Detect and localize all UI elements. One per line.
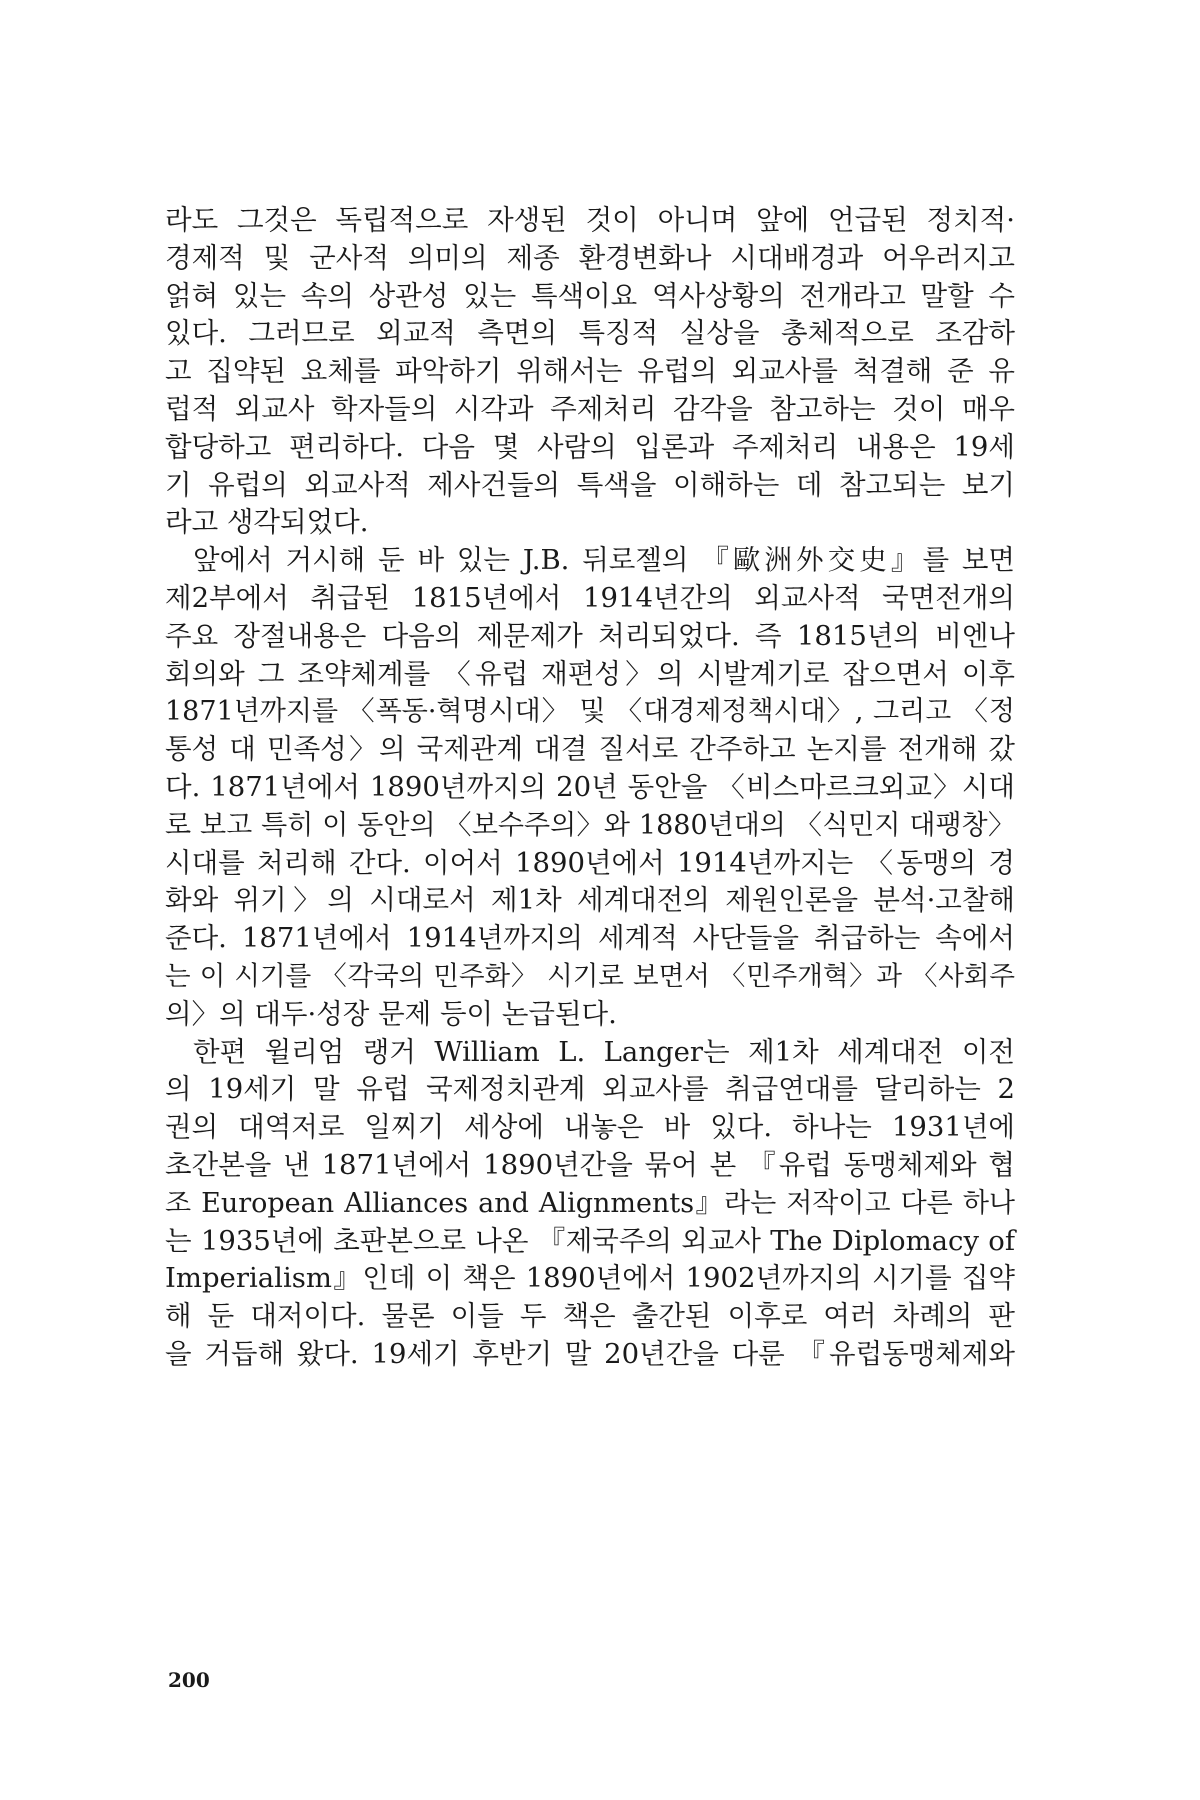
text-line: 시대를 처리해 간다. 이어서 1890년에서 1914년까지는 〈동맹의 경 <box>165 846 1015 879</box>
text-line: 을 거듭해 왔다. 19세기 후반기 말 20년간을 다룬 『유럽동맹체제와 <box>165 1337 1015 1370</box>
page-number: 200 <box>168 1668 210 1692</box>
text-line: 주요 장절내용은 다음의 제문제가 처리되었다. 즉 1815년의 비엔나 <box>165 619 1015 652</box>
text-line: 제2부에서 취급된 1815년에서 1914년간의 외교사적 국면전개의 <box>165 581 1015 614</box>
text-line: 의〉의 대두·성장 문제 등이 논급된다. <box>165 997 617 1030</box>
text-line: 기 유럽의 외교사적 제사건들의 특색을 이해하는 데 참고되는 보기 <box>165 468 1015 501</box>
text-line: 회의와 그 조약체계를 〈유럽 재편성〉의 시발계기로 잡으면서 이후 <box>165 657 1015 690</box>
text-line: 권의 대역저로 일찌기 세상에 내놓은 바 있다. 하나는 1931년에 <box>165 1111 1015 1144</box>
text-line: 한편 윌리엄 랭거 William L. Langer는 제1차 세계대전 이전 <box>193 1035 1015 1068</box>
text-line: 합당하고 편리하다. 다음 몇 사람의 입론과 주제처리 내용은 19세 <box>165 430 1015 463</box>
text-line: 얽혀 있는 속의 상관성 있는 특색이요 역사상황의 전개라고 말할 수 <box>165 279 1015 312</box>
text-line: 있다. 그러므로 외교적 측면의 특징적 실상을 총체적으로 조감하 <box>165 317 1015 350</box>
text-line: 라도 그것은 독립적으로 자생된 것이 아니며 앞에 언급된 정치적· <box>165 204 1015 236</box>
text-line: 고 집약된 요체를 파악하기 위해서는 유럽의 외교사를 척결해 준 유 <box>165 355 1015 388</box>
body-text <box>165 202 1015 1374</box>
text-line: 라고 생각되었다. <box>165 506 369 539</box>
text-line: 럽적 외교사 학자들의 시각과 주제처리 감각을 참고하는 것이 매우 <box>165 392 1015 425</box>
text-line: 다. 1871년에서 1890년까지의 20년 동안을 〈비스마르크외교〉시대 <box>165 770 1015 803</box>
text-line: 는 1935년에 초판본으로 나온 『제국주의 외교사 The Diplomacy of <box>165 1224 1015 1257</box>
text-line: 1871년까지를 〈폭동·혁명시대〉 및 〈대경제정책시대〉, 그리고 〈정 <box>165 696 1015 728</box>
text-line: 조 European Alliances and Alignments』라는 저작이고 다른 하나 <box>165 1187 1015 1219</box>
text-line: 로 보고 특히 이 동안의 〈보수주의〉와 1880년대의 〈식민지 대팽창〉 <box>165 809 1015 841</box>
text-line: Imperialism』인데 이 책은 1890년에서 1902년까지의 시기를 집약 <box>165 1262 1015 1295</box>
text-line: 경제적 및 군사적 의미의 제종 환경변화나 시대배경과 어우러지고 <box>165 241 1015 274</box>
text-line: 의 19세기 말 유럽 국제정치관계 외교사를 취급연대를 달리하는 2 <box>165 1073 1015 1106</box>
text-line: 화와 위기〉의 시대로서 제1차 세계대전의 제원인론을 분석·고찰해 <box>165 884 1015 917</box>
text-line: 준다. 1871년에서 1914년까지의 세계적 사단들을 취급하는 속에서 <box>165 922 1015 955</box>
text-line: 통성 대 민족성〉의 국제관계 대결 질서로 간주하고 논지를 전개해 갔 <box>165 733 1015 766</box>
text-line: 앞에서 거시해 둔 바 있는 J.B. 뒤로젤의 『歐洲外交史』를 보면 <box>193 544 1015 577</box>
text-line: 해 둔 대저이다. 물론 이들 두 책은 출간된 이후로 여러 차례의 판 <box>165 1300 1015 1333</box>
text-line: 는 이 시기를 〈각국의 민주화〉 시기로 보면서 〈민주개혁〉과 〈사회주 <box>165 960 1015 992</box>
text-line: 초간본을 낸 1871년에서 1890년간을 묶어 본 『유럽 동맹체제와 협 <box>165 1148 1015 1181</box>
